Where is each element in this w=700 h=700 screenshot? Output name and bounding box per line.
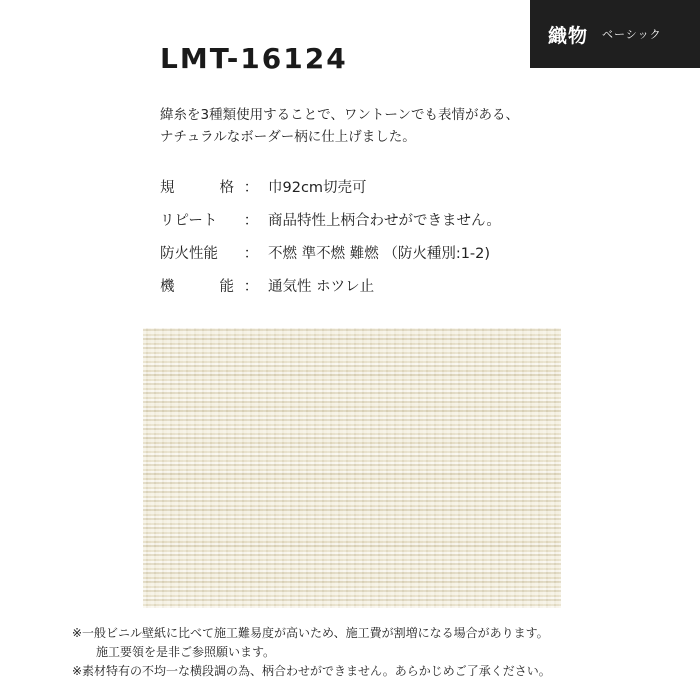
spec-label-char: リピート [160,213,218,229]
product-description [160,104,519,148]
spec-label [160,209,234,230]
spec-colon: ： [243,246,259,262]
product-code: LMT-16124 [160,42,348,75]
category-sub-label: ベーシック [602,28,662,41]
spec-row-function [160,269,501,302]
spec-label-char: 格 [219,180,234,196]
spec-row-repeat [160,203,501,236]
spec-row-size [160,170,501,203]
spec-colon: ： [243,279,259,295]
fabric-texture-sample [143,328,561,608]
spec-value: 巾92cm切売可 [268,180,367,196]
spec-label-char: 機 [160,279,175,295]
spec-list [160,170,501,302]
spec-label [160,275,234,296]
note-line: 施工要領を是非ご参照願います。 [96,645,276,659]
note-line: ※素材特有の不均一な横段調の為、柄合わせができません。あらかじめご了承ください。 [72,664,551,678]
note-line: ※一般ビニル壁紙に比べて施工難易度が高いため、施工費が割増になる場合があります。 [72,626,549,640]
spec-colon: ： [243,213,259,229]
description-line: 緯糸を3種類使用することで、ワントーンでも表情がある、 [160,107,520,123]
category-badge [530,0,700,68]
spec-label-char: 能 [219,279,234,295]
description-line: ナチュラルなボーダー柄に仕上げました。 [160,129,416,145]
spec-label-char: 規 [160,180,175,196]
spec-value: 不燃 準不燃 難燃 （防火種別:1-2) [268,246,491,262]
spec-row-fireproof [160,236,501,269]
spec-value: 商品特性上柄合わせができません。 [268,213,501,229]
category-main-label: 織物 [548,24,589,47]
spec-label [160,242,234,263]
spec-value: 通気性 ホツレ止 [268,279,375,295]
spec-colon: ： [243,180,259,196]
notes [72,624,551,681]
spec-label-char: 防火性能 [160,246,218,262]
spec-label [160,176,234,197]
